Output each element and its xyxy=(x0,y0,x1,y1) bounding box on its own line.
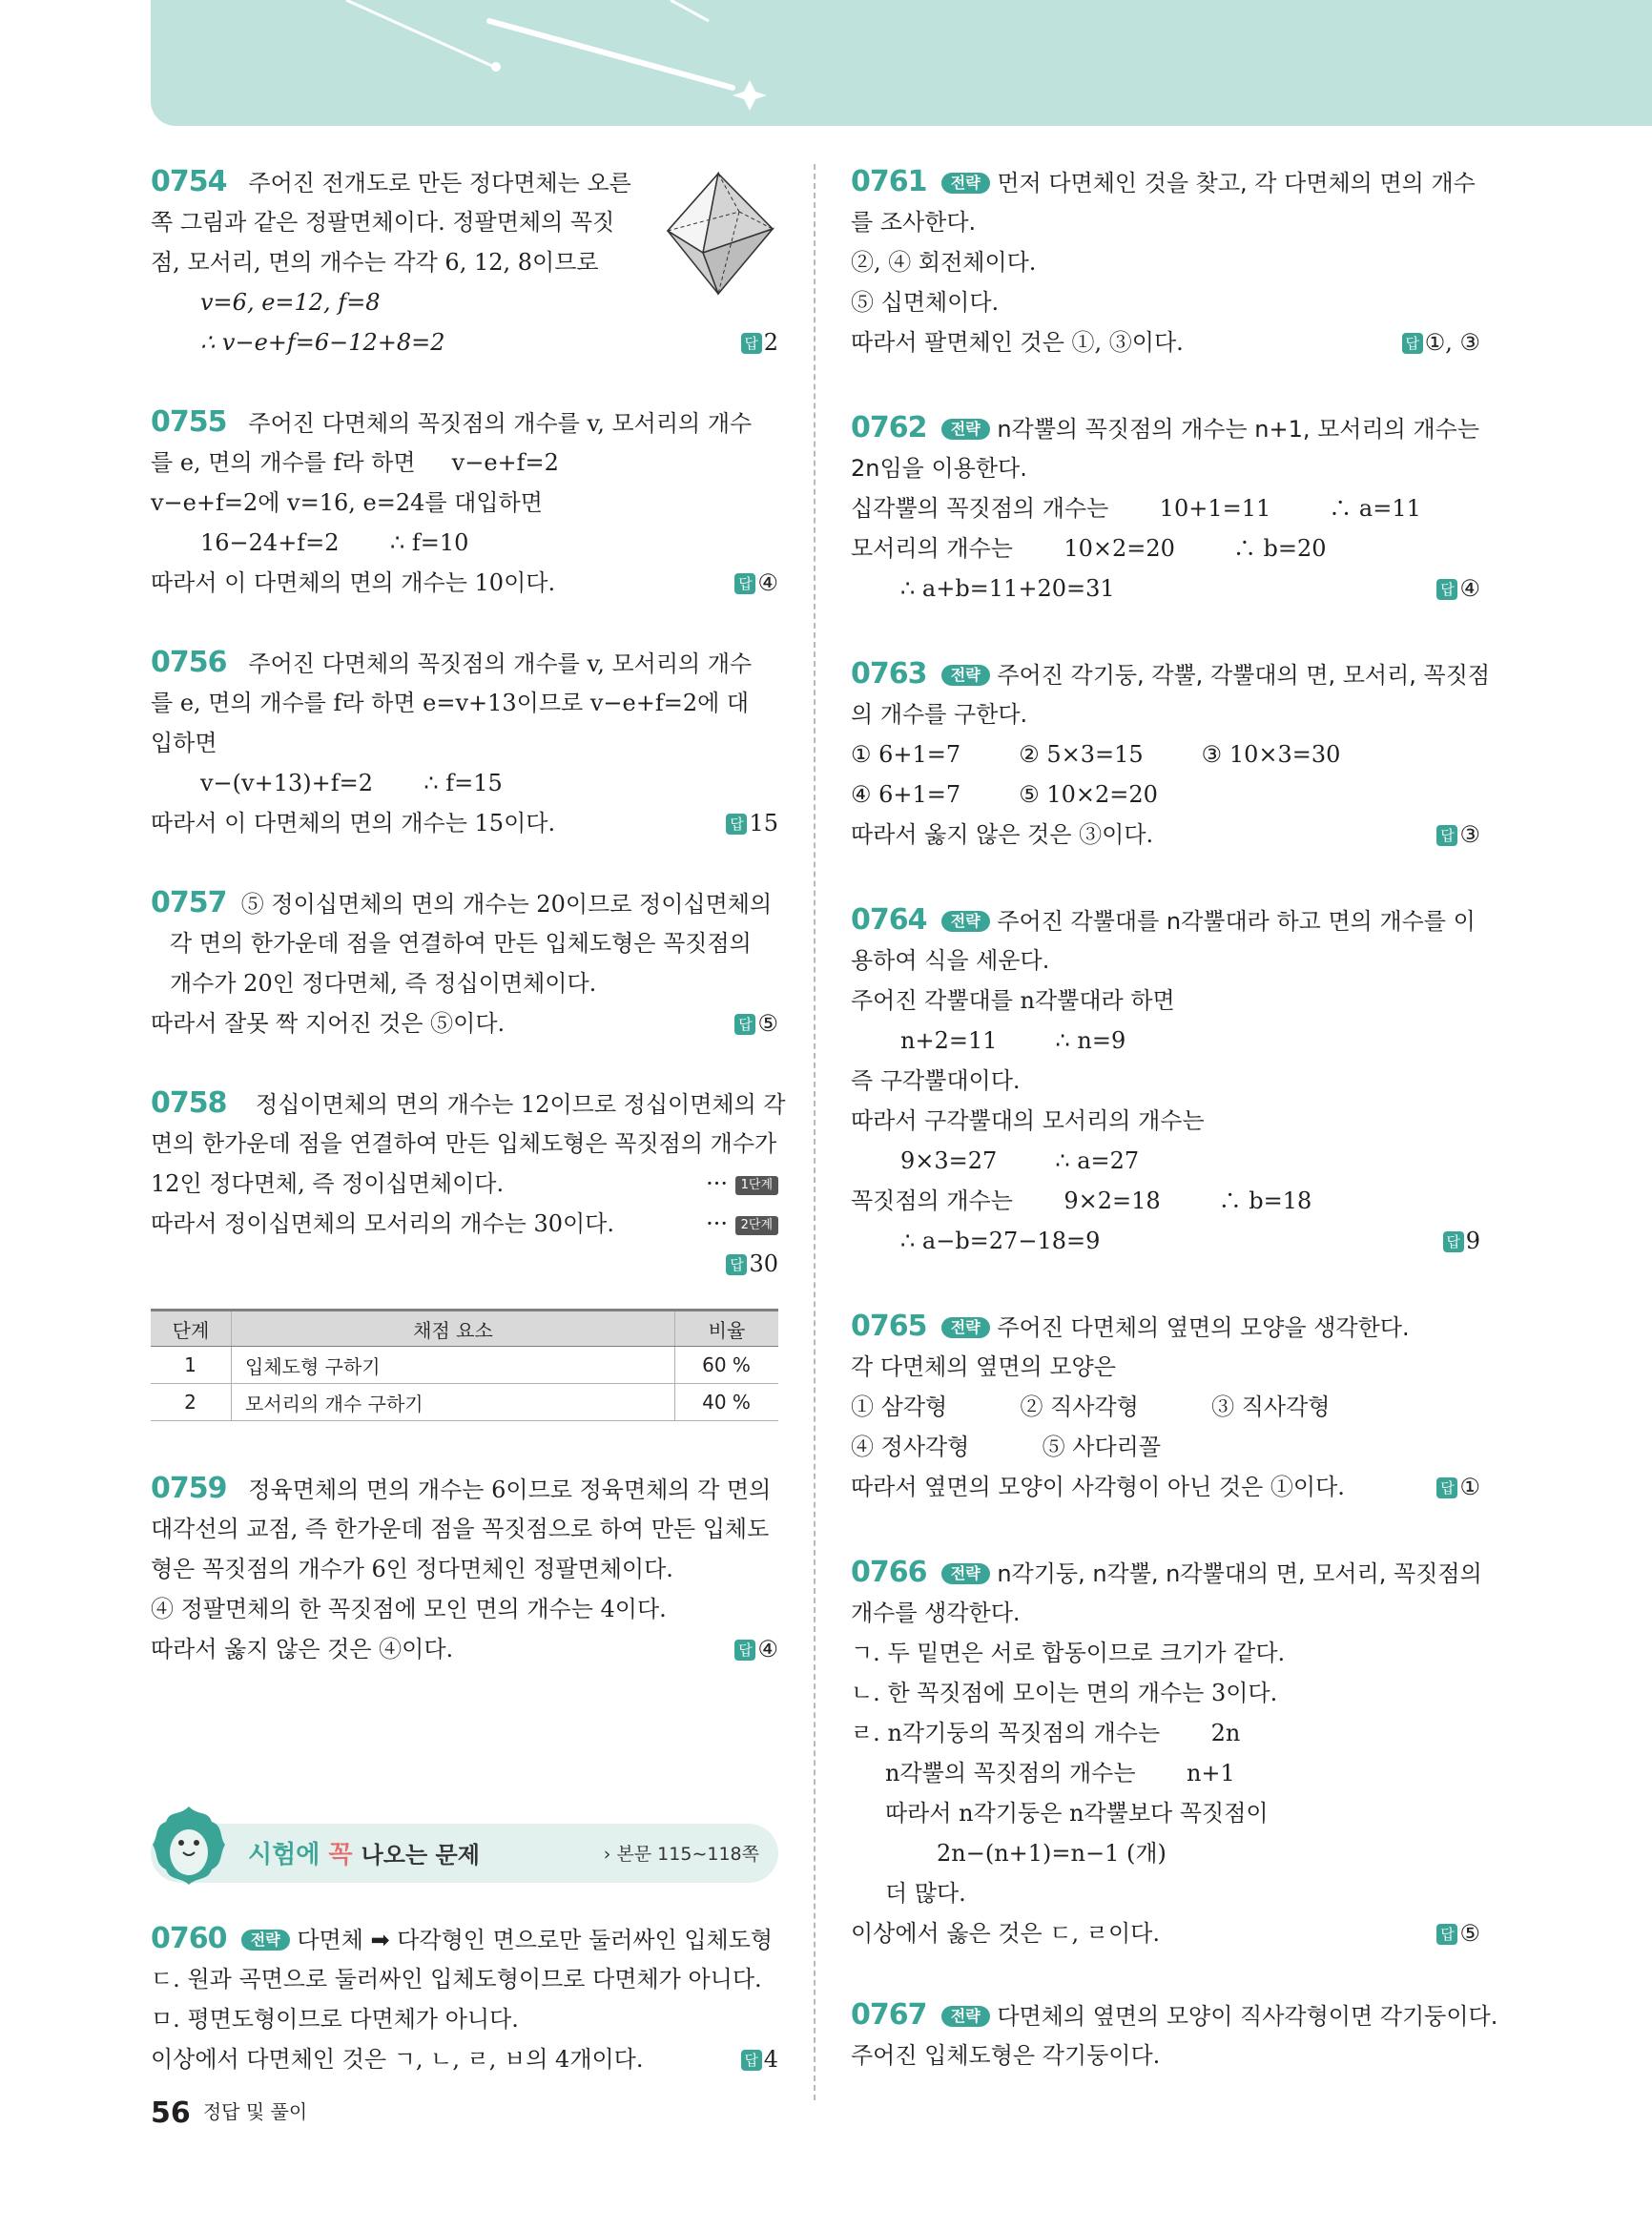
problem-0757 xyxy=(151,886,778,919)
answer-value: ④ xyxy=(757,569,778,596)
problem-number: 0764 xyxy=(851,903,927,937)
answer-value: 2 xyxy=(763,329,778,356)
answer-mark-icon: 답 xyxy=(726,814,747,835)
math-line: ∴ a+b=11+20=31 xyxy=(900,575,1115,602)
answer xyxy=(1436,1473,1480,1501)
text-line: 꼭짓점의 개수는 9×2=18 ∴ b=18 xyxy=(851,1187,1312,1214)
text-line: 따라서 옳지 않은 것은 ④이다. xyxy=(151,1636,454,1662)
text-line: 면의 한가운데 점을 연결하여 만든 입체도형은 꼭짓점의 개수가 xyxy=(151,1130,777,1157)
answer-value: ① xyxy=(1459,1474,1480,1500)
math-line: 16−24+f=2 ∴ f=10 xyxy=(200,529,469,556)
math-line: 2n−(n+1)=n−1 (개) xyxy=(937,1840,1167,1867)
problem-number: 0755 xyxy=(151,405,227,439)
text-line: ㄴ. 한 꼭짓점에 모이는 면의 개수는 3이다. xyxy=(851,1680,1278,1706)
answer-mark-icon: 답 xyxy=(741,2050,762,2071)
problem-number: 0760 xyxy=(151,1922,227,1955)
text-line: 따라서 이 다면체의 면의 개수는 15이다. xyxy=(151,810,556,836)
text-line: 주어진 다면체의 꼭짓점의 개수를 v, 모서리의 개수 xyxy=(248,410,753,437)
answer-mark-icon: 답 xyxy=(1436,1924,1457,1945)
text-line: 모서리의 개수는 10×2=20 ∴ b=20 xyxy=(851,535,1327,562)
answer-value: ①, ③ xyxy=(1424,329,1480,356)
math-line: v=6, e=12, f=8 xyxy=(200,289,381,316)
text-line: 형은 꼭짓점의 개수가 6인 정다면체인 정팔면체이다. xyxy=(151,1556,673,1582)
table-header: 채점 요소 xyxy=(232,1311,675,1347)
problem-0767 xyxy=(851,1998,1498,2032)
problem-0762 xyxy=(851,411,1480,444)
strategy-text: 용하여 식을 세운다. xyxy=(851,947,1050,974)
math-line: n+2=11 ∴ n=9 xyxy=(900,1027,1126,1054)
problem-0755 xyxy=(151,405,778,439)
text-line: ① 삼각형 ② 직사각형 ③ 직사각형 xyxy=(851,1394,1331,1420)
column-divider xyxy=(814,164,816,2100)
text-line: 십각뿔의 꼭짓점의 개수는 10+1=11 ∴ a=11 xyxy=(851,495,1421,522)
problem-0765 xyxy=(851,1312,1480,1342)
text-line: n각뿔의 꼭짓점의 개수는 n+1 xyxy=(885,1760,1235,1786)
text-line: 주어진 다면체의 꼭짓점의 개수를 v, 모서리의 개수 xyxy=(248,650,753,677)
answer xyxy=(1436,820,1480,849)
text-line: 쪽 그림과 같은 정팔면체이다. 정팔면체의 꼭짓 xyxy=(151,209,615,236)
problem-0764 xyxy=(851,903,1480,937)
text-line: 따라서 옆면의 모양이 사각형이 아닌 것은 ①이다. xyxy=(851,1474,1345,1500)
strategy-text: 를 조사한다. xyxy=(851,209,977,236)
answer xyxy=(741,328,778,357)
text-line: 이상에서 다면체인 것은 ㄱ, ㄴ, ㄹ, ㅂ의 4개이다. xyxy=(151,2046,644,2073)
text-line: ⑤ 정이십면체의 면의 개수는 20이므로 정이십면체의 xyxy=(240,891,773,918)
problem-number: 0763 xyxy=(851,657,927,691)
math-line: 9×3=27 ∴ a=27 xyxy=(900,1147,1140,1174)
problem-0763 xyxy=(851,657,1491,691)
answer-value: ④ xyxy=(757,1636,778,1662)
text-line: 입하면 xyxy=(151,730,217,756)
strategy-text: 주어진 각뿔대를 n각뿔대라 하고 면의 개수를 이 xyxy=(997,908,1476,935)
text-line: 따라서 옳지 않은 것은 ③이다. xyxy=(851,821,1154,848)
banner-page-ref xyxy=(604,1840,759,1866)
math-line: v−(v+13)+f=2 ∴ f=15 xyxy=(200,770,503,796)
problem-0766 xyxy=(851,1556,1482,1589)
text-line: 주어진 각뿔대를 n각뿔대라 하면 xyxy=(851,987,1175,1014)
strategy-text: 다면체 ➡ 다각형인 면으로만 둘러싸인 입체도형 xyxy=(297,1927,774,1953)
strategy-text: 2n임을 이용한다. xyxy=(851,455,1027,482)
text-line: ④ 정팔면체의 한 꼭짓점에 모인 면의 개수는 4이다. xyxy=(151,1596,667,1622)
table-row xyxy=(151,1384,778,1421)
text-line: ㄹ. n각기둥의 꼭짓점의 개수는 2n xyxy=(851,1720,1241,1746)
table-header-row xyxy=(151,1311,778,1347)
table-header: 단계 xyxy=(151,1311,232,1347)
answer-mark-icon: 답 xyxy=(734,1640,755,1661)
shooting-star-icon xyxy=(151,0,1652,126)
text-line: 정십이면체의 면의 개수는 12이므로 정십이면체의 각 xyxy=(256,1091,786,1118)
strategy-tag: 전략 xyxy=(941,173,990,194)
step-badge: 2단계 xyxy=(735,1216,778,1235)
table-header: 비율 xyxy=(675,1311,779,1347)
problem-0759 xyxy=(151,1472,778,1505)
table-row xyxy=(151,1347,778,1384)
strategy-tag: 전략 xyxy=(941,419,990,440)
answer-value: ④ xyxy=(1459,575,1480,602)
answer xyxy=(1443,1227,1480,1255)
text-line: 이상에서 옳은 것은 ㄷ, ㄹ이다. xyxy=(851,1920,1160,1947)
strategy-text: n각뿔의 꼭짓점의 개수는 n+1, 모서리의 개수는 xyxy=(997,416,1480,443)
text-line: ㅁ. 평면도형이므로 다면체가 아니다. xyxy=(151,2006,519,2033)
problem-0760 xyxy=(151,1922,778,1955)
step-badge: 1단계 xyxy=(735,1176,778,1195)
answer xyxy=(734,1009,778,1038)
answer-value: 15 xyxy=(749,810,778,836)
page-number: 56 xyxy=(151,2096,191,2130)
text-line: 개수가 20인 정다면체, 즉 정십이면체이다. xyxy=(170,970,597,997)
table-cell: 2 xyxy=(151,1384,232,1421)
table-cell: 모서리의 개수 구하기 xyxy=(232,1384,675,1421)
step-marker: ··· 1단계 xyxy=(706,1169,778,1198)
answer xyxy=(741,2045,778,2074)
problem-number: 0756 xyxy=(151,646,227,679)
strategy-tag: 전략 xyxy=(941,911,990,932)
problem-0758 xyxy=(151,1086,786,1120)
answer-value: 4 xyxy=(763,2046,778,2073)
text-line: ① 6+1=7 ② 5×3=15 ③ 10×3=30 xyxy=(851,741,1341,768)
answer-value: ⑤ xyxy=(1459,1920,1480,1947)
text-line: ㄷ. 원과 곡면으로 둘러싸인 입체도형이므로 다면체가 아니다. xyxy=(151,1966,762,1993)
strategy-text: 먼저 다면체인 것을 찾고, 각 다면체의 면의 개수 xyxy=(997,170,1476,196)
text-line: 따라서 구각뿔대의 모서리의 개수는 xyxy=(851,1107,1205,1134)
answer-mark-icon: 답 xyxy=(1436,825,1457,846)
answer xyxy=(734,568,778,597)
text-line: 따라서 팔면체인 것은 ①, ③이다. xyxy=(851,329,1184,356)
table-cell: 1 xyxy=(151,1347,232,1384)
answer-value: 30 xyxy=(749,1250,778,1277)
chevron-right-icon: › xyxy=(603,1844,617,1865)
strategy-text: n각기둥, n각뿔, n각뿔대의 면, 모서리, 꼭짓점의 xyxy=(997,1560,1482,1587)
answer xyxy=(1436,574,1480,603)
text-line: ④ 정사각형 ⑤ 사다리꼴 xyxy=(851,1434,1162,1460)
answer-mark-icon: 답 xyxy=(734,573,755,594)
answer-mark-icon: 답 xyxy=(1436,579,1457,600)
answer-mark-icon: 답 xyxy=(726,1254,747,1275)
problem-number: 0767 xyxy=(851,1998,927,2032)
page-label: 정답 및 풀이 xyxy=(202,2100,308,2123)
problem-number: 0754 xyxy=(151,165,227,198)
text-line: 주어진 입체도형은 각기둥이다. xyxy=(851,2042,1161,2069)
answer-mark-icon: 답 xyxy=(741,333,762,354)
mascot-icon xyxy=(149,1803,229,1889)
banner-title-part: 나오는 문제 xyxy=(361,1842,480,1869)
exam-problems-banner xyxy=(151,1824,778,1883)
strategy-text: 주어진 각기둥, 각뿔, 각뿔대의 면, 모서리, 꼭짓점 xyxy=(997,662,1491,689)
text-line: ④ 6+1=7 ⑤ 10×2=20 xyxy=(851,781,1158,808)
table-cell: 40 % xyxy=(675,1384,779,1421)
table-cell: 입체도형 구하기 xyxy=(232,1347,675,1384)
strategy-text: 주어진 다면체의 옆면의 모양을 생각한다. xyxy=(997,1314,1410,1341)
text-line: v−e+f=2에 v=16, e=24를 대입하면 xyxy=(151,489,543,516)
answer-value: ⑤ xyxy=(757,1010,778,1037)
strategy-tag: 전략 xyxy=(941,2006,990,2027)
text-line: 12인 정다면체, 즉 정이십면체이다. xyxy=(151,1170,505,1197)
strategy-tag: 전략 xyxy=(941,665,990,686)
strategy-text: 개수를 생각한다. xyxy=(851,1600,1021,1626)
answer xyxy=(1402,328,1480,357)
text-line: 따라서 이 다면체의 면의 개수는 10이다. xyxy=(151,569,556,596)
banner-title xyxy=(248,1835,480,1870)
strategy-text: 의 개수를 구한다. xyxy=(851,701,1028,728)
answer xyxy=(726,809,778,837)
answer-mark-icon: 답 xyxy=(1443,1231,1464,1252)
page-ref-text: 본문 115∼118쪽 xyxy=(616,1844,759,1865)
answer xyxy=(1436,1919,1480,1948)
strategy-tag: 전략 xyxy=(241,1930,290,1951)
text-line: 각 면의 한가운데 점을 연결하여 만든 입체도형은 꼭짓점의 xyxy=(170,930,752,957)
problem-number: 0761 xyxy=(851,165,927,198)
text-line: 따라서 잘못 짝 지어진 것은 ⑤이다. xyxy=(151,1010,506,1037)
strategy-tag: 전략 xyxy=(941,1563,990,1584)
answer xyxy=(726,1249,778,1278)
text-line: 각 다면체의 옆면의 모양은 xyxy=(851,1353,1116,1380)
problem-number: 0765 xyxy=(851,1310,927,1343)
text-line: 점, 모서리, 면의 개수는 각각 6, 12, 8이므로 xyxy=(151,249,599,276)
text-line: 따라서 n각기둥은 n각뿔보다 꼭짓점이 xyxy=(885,1800,1269,1827)
header-band xyxy=(151,0,1652,126)
answer xyxy=(734,1635,778,1663)
problem-number: 0759 xyxy=(151,1472,227,1505)
table-cell: 60 % xyxy=(675,1347,779,1384)
text-line: 따라서 정이십면체의 모서리의 개수는 30이다. xyxy=(151,1210,614,1237)
scoring-table xyxy=(151,1309,778,1421)
answer-mark-icon: 답 xyxy=(1402,333,1423,354)
page-footer xyxy=(151,2096,307,2130)
text-line: ㄱ. 두 밑면은 서로 합동이므로 크기가 같다. xyxy=(851,1640,1286,1666)
banner-title-part: 꼭 xyxy=(328,1841,353,1869)
answer-mark-icon: 답 xyxy=(1436,1477,1457,1498)
step-marker: ··· 2단계 xyxy=(706,1209,778,1238)
text-line: 를 e, 면의 개수를 f라 하면 e=v+13이므로 v−e+f=2에 대 xyxy=(151,690,750,716)
text-line: ⑤ 십면체이다. xyxy=(851,289,1000,316)
text-line: ②, ④ 회전체이다. xyxy=(851,249,1037,276)
strategy-tag: 전략 xyxy=(941,1317,990,1338)
math-line: ∴ v−e+f=6−12+8=2 xyxy=(200,329,445,356)
text-line: 즉 구각뿔대이다. xyxy=(851,1067,1021,1094)
problem-number: 0757 xyxy=(151,886,227,919)
text-line: 주어진 전개도로 만든 정다면체는 오른 xyxy=(248,170,631,196)
problem-number: 0758 xyxy=(151,1086,227,1120)
strategy-text: 다면체의 옆면의 모양이 직사각형이면 각기둥이다. xyxy=(997,2003,1498,2030)
banner-title-part: 시험에 xyxy=(248,1841,320,1869)
math-line: ∴ a−b=27−18=9 xyxy=(900,1228,1101,1254)
octahedron-figure xyxy=(663,172,777,296)
answer-value: 9 xyxy=(1465,1228,1480,1254)
problem-number: 0766 xyxy=(851,1556,927,1589)
text-line: 정육면체의 면의 개수는 6이므로 정육면체의 각 면의 xyxy=(248,1476,772,1503)
problem-0761 xyxy=(851,165,1480,198)
text-line: 를 e, 면의 개수를 f라 하면 v−e+f=2 xyxy=(151,449,559,476)
text-line: 대각선의 교점, 즉 한가운데 점을 꼭짓점으로 하여 만든 입체도 xyxy=(151,1516,770,1542)
answer-mark-icon: 답 xyxy=(734,1014,755,1035)
problem-0756 xyxy=(151,646,778,679)
text-line: 더 많다. xyxy=(885,1880,966,1907)
answer-value: ③ xyxy=(1459,821,1480,848)
problem-number: 0762 xyxy=(851,411,927,444)
